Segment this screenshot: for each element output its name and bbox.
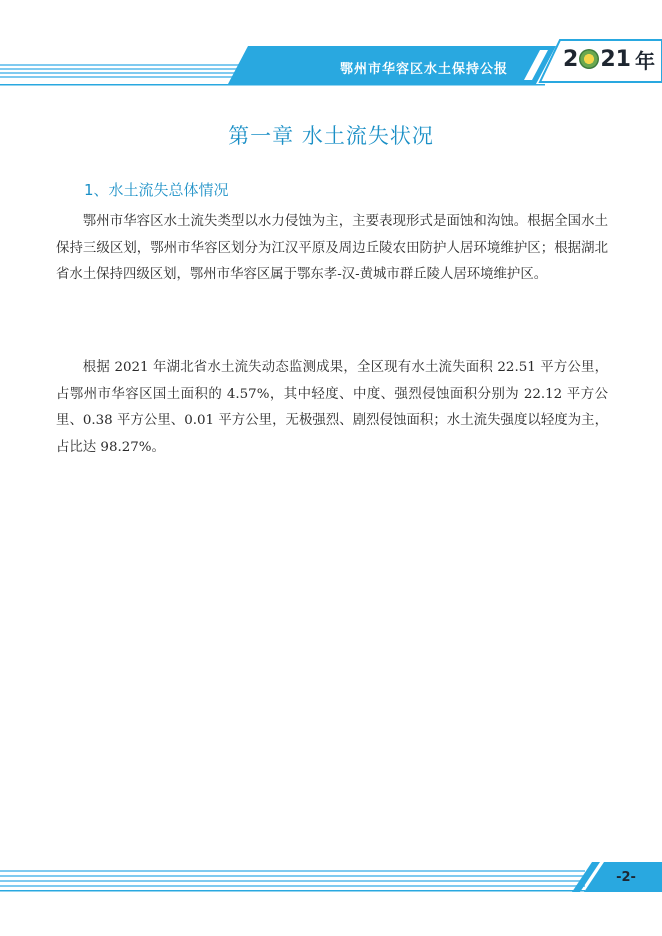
year-suffix: 21 [600, 46, 631, 72]
chapter-title: 第一章 水土流失状况 [228, 124, 434, 148]
year-prefix: 2 [563, 46, 579, 72]
page-header [0, 0, 662, 100]
body-paragraph: 鄂州市华容区水土流失类型以水力侵蚀为主，主要表现形式是面蚀和沟蚀。根据全国水土保持三级区划，鄂州市华容区划分为江汉平原及周边丘陵农田防护人居环境维护区；根据湖北省水土保持四级区划，鄂州市华容区属于鄂东孝-汉-黄城市群丘陵人居环境维护区。 [56, 214, 608, 282]
section-title: 1、水土流失总体情况 [84, 181, 229, 199]
year-unit: 年 [634, 48, 655, 73]
body-paragraph: 根据 2021 年湖北省水土流失动态监测成果，全区现有水土流失面积 22.51 平方公里，占鄂州市华容区国土面积的 4.57%，其中轻度、中度、强烈侵蚀面积分别为 22.12 平方公里、0.38 平方公里、0.01 平方公里，无极强烈、剧烈侵蚀面积；水土流失强度以轻度为主，占比达 98.27%。 [56, 360, 608, 455]
page-footer [0, 856, 662, 906]
emblem-icon [579, 49, 599, 69]
year-label [563, 44, 655, 74]
page-number: -2- [616, 870, 636, 885]
report-title: 鄂州市华容区水土保持公报 [340, 62, 509, 77]
footer-stripes-graphic [0, 856, 662, 906]
